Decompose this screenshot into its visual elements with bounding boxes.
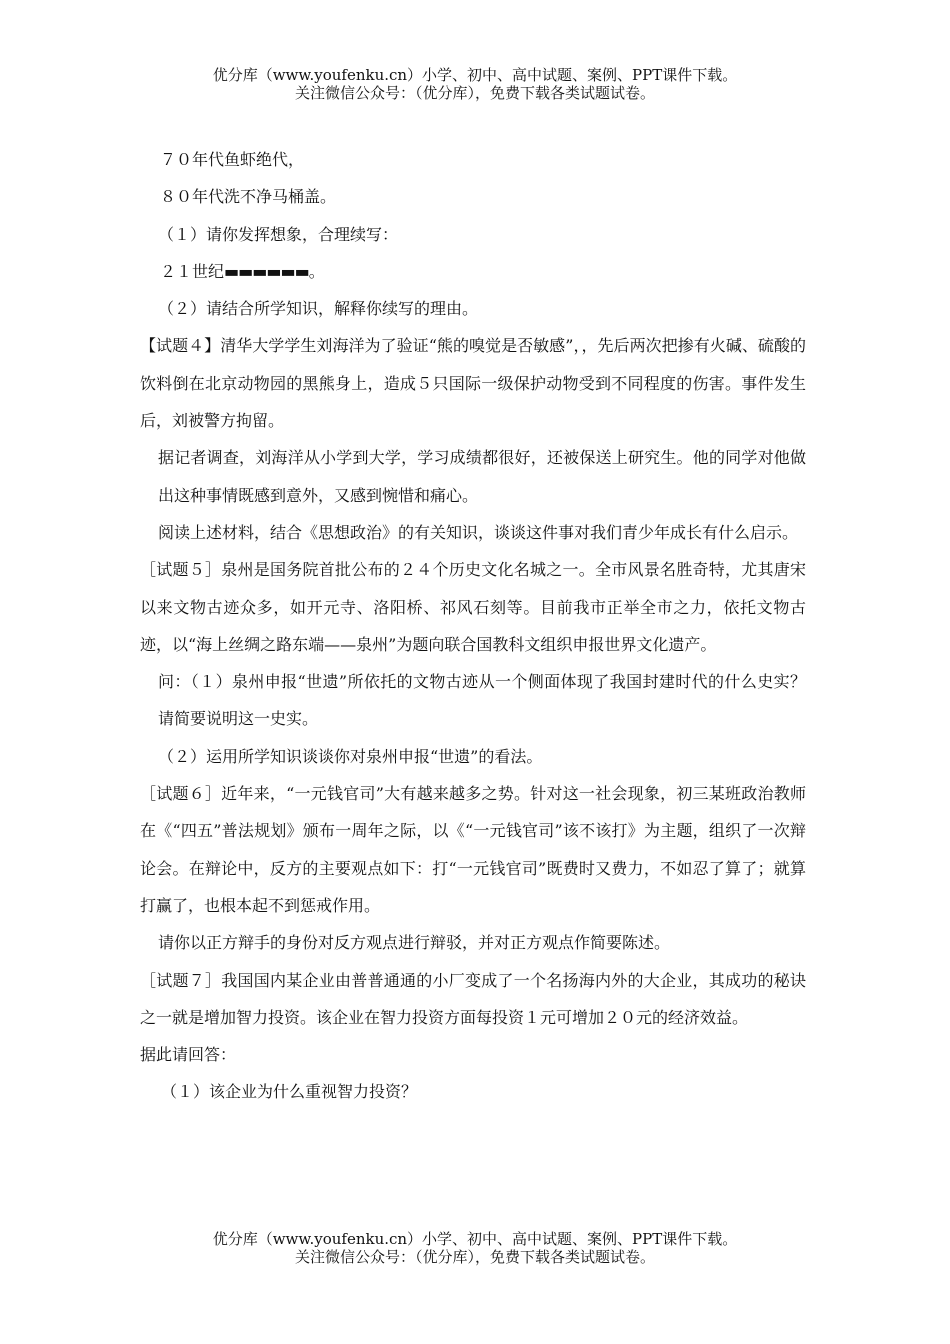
question-5-part-2: （２）运用所学知识谈谈你对泉州申报“世遗”的看法。 bbox=[158, 746, 543, 766]
question-6-text: ［试题６］近年来，“一元钱官司”大有越来越多之势。针对这一社会现象，初三某班政治教师在《“四五”普法规划》颁布一周年之际，以《“一元钱官司”该不该打》为主题，组织了一次辩论会。在辩论中，反方的主要观点如下：打“一元钱官司”既费时又费力，不如忍了算了；就算打赢了，也根本起不到惩戒作用。 bbox=[140, 784, 806, 915]
question-6-prompt: 请你以正方辩手的身份对反方观点进行辩驳，并对正方观点作简要陈述。 bbox=[158, 933, 671, 953]
question-5-text: ［试题５］泉州是国务院首批公布的２４个历史文化名城之一。全市风景名胜奇特，尤其唐宋以来文物古迹众多，如开元寺、洛阳桥、祁风石刻等。目前我市正举全市之力，依托文物古迹，以“海上丝绸之路东端——泉州”为题向联合国教科文组织申报世界文化遗产。 bbox=[140, 560, 806, 654]
paragraph-21st-century bbox=[140, 253, 806, 290]
question-4-prompt: 阅读上述材料，结合《思想政治》的有关知识，谈谈这件事对我们青少年成长有什么启示。 bbox=[158, 522, 799, 542]
question-7-text: ［试题７］我国国内某企业由普普通通的小厂变成了一个名扬海内外的大企业，其成功的秘诀之一就是增加智力投资。该企业在智力投资方面每投资１元可增加２０元的经济效益。 bbox=[140, 970, 806, 1027]
question-7-part-1: （１）该企业为什么重视智力投资？ bbox=[161, 1082, 418, 1102]
century-prefix: ２１世纪 bbox=[160, 261, 225, 281]
document-body bbox=[140, 141, 806, 1111]
question-7-lead: 据此请回答： bbox=[140, 1045, 237, 1065]
question-4-text: 【试题４】清华大学学生刘海洋为了验证“熊的嗅觉是否敏感”，，先后两次把掺有火碱、硫酸的饮料倒在北京动物园的黑熊身上，造成５只国际一级保护动物受到不同程度的伤害。事件发生后，刘被警方拘留。 bbox=[140, 336, 806, 431]
paragraph-80s: ８０年代洗不净马桶盖。 bbox=[160, 187, 337, 207]
fill-in-blank: ▬▬▬▬▬▬ bbox=[224, 261, 309, 281]
paragraph-70s: ７０年代鱼虾绝代， bbox=[160, 150, 305, 169]
question-4-survey: 据记者调查，刘海洋从小学到大学，学习成绩都很好，还被保送上研究生。他的同学对他做出这种事情既感到意外，又感到惋惜和痛心。 bbox=[158, 448, 806, 505]
footer-line-2: 关注微信公众号：（优分库），免费下载各类试题试卷。 bbox=[294, 1248, 655, 1266]
question-5-part-1: 问：（１）泉州申报“世遗”所依托的文物古迹从一个侧面体现了我国封建时代的什么史实？请简要说明这一史实。 bbox=[158, 672, 806, 729]
footer-line-1: 优分库（www.youfenku.cn）小学、初中、高中试题、案例、PPT课件下载。 bbox=[212, 1230, 738, 1248]
page-footer bbox=[0, 1230, 950, 1266]
page-header bbox=[0, 66, 950, 102]
question-1-continue: （１）请你发挥想象，合理续写： bbox=[158, 224, 399, 244]
header-line-1: 优分库（www.youfenku.cn）小学、初中、高中试题、案例、PPT课件下载。 bbox=[212, 66, 738, 84]
header-line-2: 关注微信公众号：（优分库），免费下载各类试题试卷。 bbox=[294, 84, 655, 102]
question-2-explain: （２）请结合所学知识，解释你续写的理由。 bbox=[158, 299, 479, 319]
century-suffix: 。 bbox=[308, 261, 325, 281]
